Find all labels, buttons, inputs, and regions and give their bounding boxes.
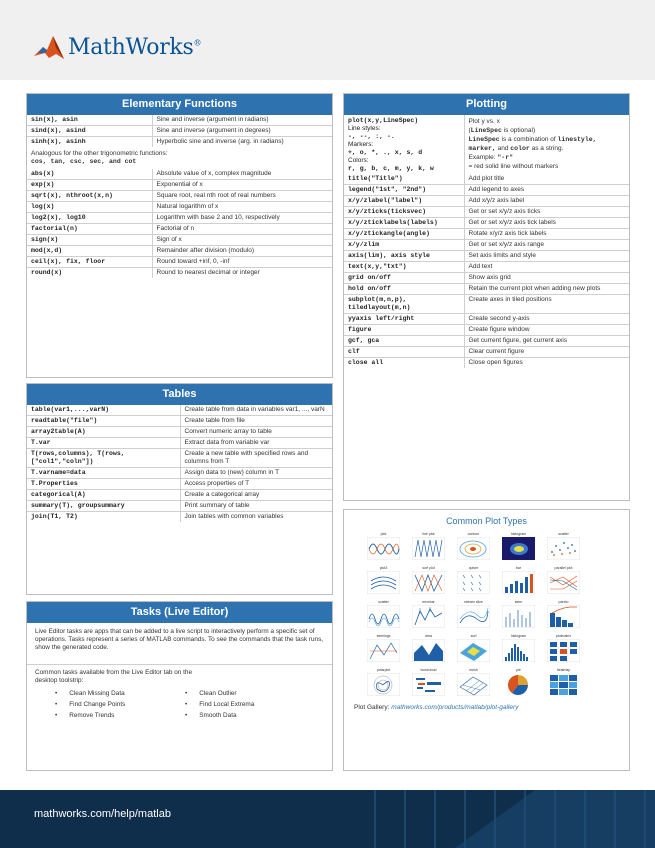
gallery-label: Plot Gallery: xyxy=(354,704,392,711)
function-description: Round to nearest decimal or integer xyxy=(156,269,260,276)
table-row xyxy=(27,427,332,438)
table-row xyxy=(27,416,332,427)
plotting-table xyxy=(344,115,629,368)
plot-thumbnail-label: stream slice xyxy=(464,600,483,604)
plot-thumbnail-label: surf xyxy=(470,634,477,638)
panel-title: Elementary Functions xyxy=(27,94,332,115)
function-description: Sine and inverse (argument in degrees) xyxy=(152,126,332,137)
function-description: Hyperbolic sine and inverse (arg. in radians) xyxy=(156,138,284,145)
function-code: x/y/zticks(ticksvec) xyxy=(344,207,464,218)
plot-thumbnail-label: parallel plot xyxy=(554,566,573,570)
function-code: x/y/zlim xyxy=(344,240,464,251)
table-row xyxy=(344,314,629,325)
function-description: Get or set x/y/z axis range xyxy=(464,240,629,251)
function-code: yyaxis left/right xyxy=(344,314,464,325)
plot-thumbnail[interactable] xyxy=(546,566,581,594)
plot-thumbnail-label: plot xyxy=(380,532,387,536)
table-row xyxy=(344,218,629,229)
function-code: close all xyxy=(344,358,464,369)
membrane-logo-icon xyxy=(34,34,64,60)
function-description: Remainder after division (modulo) xyxy=(152,246,332,257)
function-description: Convert numeric array to table xyxy=(180,427,332,438)
tables-table xyxy=(27,405,332,522)
wave-plot-icon xyxy=(367,605,400,628)
function-description: Create table from file xyxy=(180,416,332,427)
function-description: Close open figures xyxy=(468,359,523,366)
function-description: Add legend to axes xyxy=(464,185,629,196)
function-description: Logarithm with base 2 and 10, respectively xyxy=(152,213,332,224)
elementary-functions-panel xyxy=(26,93,333,378)
plot-thumbnail-label: wordcloud xyxy=(420,668,437,672)
errorbar-plot-icon xyxy=(412,605,445,628)
plot-thumbnail[interactable] xyxy=(456,600,491,628)
table-row xyxy=(344,185,629,196)
function-code: sqrt(x), nthroot(x,n) xyxy=(27,191,152,202)
gallery-line xyxy=(344,696,629,719)
page-footer xyxy=(0,790,655,848)
function-code: readtable("file") xyxy=(27,416,180,427)
table-row xyxy=(27,115,332,126)
function-code: gcf, gca xyxy=(344,336,464,347)
function-description: Add x/y/z axis label xyxy=(464,196,629,207)
line-plot-icon xyxy=(367,537,400,560)
panel-title: Tasks (Live Editor) xyxy=(27,602,332,623)
function-code: abs(x) xyxy=(27,169,152,180)
footer-pattern-icon xyxy=(335,790,655,848)
function-description: Print summary of table xyxy=(180,501,332,512)
function-description: Round toward +inf, 0, -inf xyxy=(152,257,332,268)
plot-thumbnail-label: heatmap xyxy=(556,668,571,672)
function-description: Access properties of T xyxy=(180,479,332,490)
function-code: sinh(x), asinh xyxy=(27,137,152,148)
note-functions: cos, tan, csc, sec, and cot xyxy=(31,158,137,165)
desc-line: (LineSpec is optional) xyxy=(468,127,536,134)
plot-thumbnail[interactable] xyxy=(456,532,491,560)
plot-thumbnail[interactable] xyxy=(366,532,401,560)
table-row xyxy=(27,438,332,449)
function-description: Add text xyxy=(464,262,629,273)
wordcloud-plot-icon xyxy=(412,673,445,696)
plot-thumbnail[interactable] xyxy=(411,566,446,594)
plot-thumbnail[interactable] xyxy=(501,600,536,628)
table-row xyxy=(344,273,629,284)
mesh-plot-icon xyxy=(457,673,490,696)
table-row xyxy=(27,224,332,235)
plot-thumbnail[interactable] xyxy=(501,668,536,696)
function-code: join(T1, T2) xyxy=(27,512,180,523)
table-row xyxy=(27,180,332,191)
table-row xyxy=(344,251,629,262)
plot-thumbnail-label: quiver xyxy=(468,566,479,570)
polar-plot-icon xyxy=(367,673,400,696)
plot-thumbnail[interactable] xyxy=(546,668,581,696)
plot-thumbnail[interactable] xyxy=(366,600,401,628)
task-item: • Clean Outlier xyxy=(185,690,315,698)
function-description: Absolute value of x, complex magnitude xyxy=(152,169,332,180)
table-row xyxy=(27,191,332,202)
function-description: Clear current figure xyxy=(464,347,629,358)
function-description: Get or set x/y/z axis tick labels xyxy=(464,218,629,229)
tasks-common-line: Common tasks available from the Live Editor tab on the xyxy=(35,668,193,676)
line-styles: -, --, :, -. xyxy=(348,133,395,140)
table-row xyxy=(344,284,629,295)
function-code: sin(x), asin xyxy=(27,115,152,126)
plot-thumbnail-label: line plot xyxy=(422,532,435,536)
table-row xyxy=(344,295,629,314)
function-code: table(var1,...,varN) xyxy=(27,405,180,416)
tasks-intro: Live Editor tasks are apps that can be added to a live script to interactively perform a specific set of operations. Tasks represent a series of MATLAB commands. To see the commands that the task runs, show the generated code. xyxy=(35,628,324,652)
function-description: Set axis limits and style xyxy=(464,251,629,262)
table-row xyxy=(27,490,332,501)
note-line: Analogous for the other trigonometric functions: xyxy=(31,150,168,157)
function-code: sign(x) xyxy=(27,235,152,246)
function-description: Create figure window xyxy=(464,325,629,336)
table-row xyxy=(344,115,629,174)
table-row xyxy=(27,405,332,416)
function-code: text(x,y,"txt") xyxy=(344,262,464,273)
tables-panel xyxy=(26,383,333,595)
table-row xyxy=(27,479,332,490)
surface-plot-icon xyxy=(457,639,490,662)
function-description: Create axes in tiled positions xyxy=(464,295,629,314)
function-description: Join tables with common variables xyxy=(184,513,284,520)
table-row xyxy=(344,240,629,251)
function-description: Assign data to (new) column in T xyxy=(180,468,332,479)
function-code: T.var xyxy=(27,438,180,449)
table-row xyxy=(27,257,332,268)
parallel-plot-icon xyxy=(547,571,580,594)
plot-thumbnail-label: contour xyxy=(467,532,480,536)
function-description: Sine and inverse (argument in radians) xyxy=(152,115,332,126)
function-description: Create a new table with specified rows and columns from T xyxy=(180,449,332,468)
function-code: axis(lim), axis style xyxy=(344,251,464,262)
common-plot-types-panel xyxy=(343,509,630,771)
stream-plot-icon xyxy=(457,605,490,628)
brand-name: MathWorks® xyxy=(68,34,202,60)
colors: r, g, b, c, m, y, k, w xyxy=(348,165,434,172)
table-row xyxy=(344,358,629,369)
task-item: • Clean Missing Data xyxy=(55,690,185,698)
table-row xyxy=(27,501,332,512)
table-row xyxy=(344,325,629,336)
function-code: x/y/zlabel("label") xyxy=(344,196,464,207)
table-row xyxy=(27,512,332,523)
function-description: Create table from data in variables var1, ..., varN xyxy=(180,405,332,416)
plot-thumbnail[interactable] xyxy=(366,668,401,696)
function-code: x/y/ztickangle(angle) xyxy=(344,229,464,240)
table-row xyxy=(27,202,332,213)
plot-thumbnail[interactable] xyxy=(456,566,491,594)
function-description: Sign of x xyxy=(152,235,332,246)
table-row xyxy=(27,235,332,246)
plotmatrix-plot-icon xyxy=(547,639,580,662)
table-row xyxy=(27,169,332,180)
plot-thumbnail-label: pareto xyxy=(558,600,569,604)
mathworks-logo[interactable] xyxy=(34,34,201,60)
panel-title: Common Plot Types xyxy=(446,516,527,526)
stem-plot-icon xyxy=(502,605,535,628)
plot-thumbnail-label: histogram xyxy=(510,532,527,536)
function-code: exp(x) xyxy=(27,180,152,191)
elementary-functions-table xyxy=(27,115,332,278)
desc-line: Plot y vs. x xyxy=(468,118,500,125)
note-row xyxy=(27,147,332,169)
plot-thumbnail[interactable] xyxy=(456,634,491,662)
plot-thumbnail[interactable] xyxy=(546,600,581,628)
plot-thumbnail-label: plot3 xyxy=(379,566,388,570)
function-description: Exponential of x xyxy=(152,180,332,191)
bar-plot-icon xyxy=(502,571,535,594)
plot3-icon xyxy=(367,571,400,594)
plot-thumbnail-label: bar xyxy=(515,566,522,570)
contour-plot-icon xyxy=(457,537,490,560)
task-item: • Find Change Points xyxy=(55,701,185,709)
function-code: grid on/off xyxy=(344,273,464,284)
plot-thumbnail-label: scatter xyxy=(558,532,569,536)
function-code: clf xyxy=(344,347,464,358)
table-row xyxy=(27,268,332,279)
quiver-plot-icon xyxy=(457,571,490,594)
function-code: subplot(m,n,p), tiledlayout(m,n) xyxy=(344,295,464,314)
page-header xyxy=(0,0,655,80)
plot-thumbnail[interactable] xyxy=(411,600,446,628)
table-row xyxy=(344,336,629,347)
desc-line: LineSpec is a combination of linestyle, marker, and color as a string. xyxy=(468,136,597,152)
task-item: • Remove Trends xyxy=(55,712,185,720)
function-code: round(x) xyxy=(27,268,152,279)
pareto-plot-icon xyxy=(547,605,580,628)
plot-thumbnail-label: scatter xyxy=(378,600,389,604)
surf-plot-icon xyxy=(412,571,445,594)
function-description: Create a categorical array xyxy=(180,490,332,501)
task-list xyxy=(35,690,324,721)
scatter-plot-icon xyxy=(547,537,580,560)
plot-thumbnail-label: pie xyxy=(516,668,521,672)
table-row xyxy=(27,213,332,224)
plot-thumbnail-label: area xyxy=(424,634,432,638)
function-code: mod(x,d) xyxy=(27,246,152,257)
table-row xyxy=(344,262,629,273)
plot-thumbnail-label: errorbar xyxy=(422,600,435,604)
function-description: Extract data from variable var xyxy=(180,438,332,449)
function-description: Factorial of n xyxy=(152,224,332,235)
area-plot-icon xyxy=(412,639,445,662)
plot-thumbnail[interactable] xyxy=(546,634,581,662)
plot-thumbnail[interactable] xyxy=(546,532,581,560)
function-code: x/y/zticklabels(labels) xyxy=(344,218,464,229)
table-row xyxy=(344,174,629,185)
table-row xyxy=(27,126,332,137)
panel-title: Plotting xyxy=(344,94,629,115)
gallery-link[interactable]: mathworks.com/products/matlab/plot-gallery xyxy=(391,704,519,711)
tasks-common-line: desktop toolstrip: xyxy=(35,676,84,684)
table-row xyxy=(344,347,629,358)
function-code: T.varname=data xyxy=(27,468,180,479)
function-code: log2(x), log10 xyxy=(27,213,152,224)
plot-thumbnail[interactable] xyxy=(411,532,446,560)
markers-label: Markers: xyxy=(348,141,374,148)
function-description: Retain the current plot when adding new plots xyxy=(464,284,629,295)
heatmap-plot-icon xyxy=(502,537,535,560)
function-code: log(x) xyxy=(27,202,152,213)
markers: +, o, *, ., x, s, d xyxy=(348,149,423,156)
function-code: T.Properties xyxy=(27,479,180,490)
footer-url[interactable]: mathworks.com/help/matlab xyxy=(34,808,171,820)
function-code: figure xyxy=(344,325,464,336)
semilog-plot-icon xyxy=(367,639,400,662)
function-description: Square root, real nth root of real numbers xyxy=(152,191,332,202)
line-styles-label: Line styles: xyxy=(348,125,381,132)
task-item: • Find Local Extrema xyxy=(185,701,315,709)
function-code: legend("1st", "2nd") xyxy=(344,185,464,196)
function-description: Get current figure, get current axis xyxy=(464,336,629,347)
plot-thumbnail[interactable] xyxy=(501,566,536,594)
table-row xyxy=(27,468,332,479)
table-row xyxy=(27,137,332,148)
plotting-panel xyxy=(343,93,630,501)
function-code: T(rows,columns), T(rows,["col1","coln"]) xyxy=(27,449,180,468)
plot-thumbnail[interactable] xyxy=(411,634,446,662)
tasks-panel xyxy=(26,601,333,771)
function-description: Get or set x/y/z axis ticks xyxy=(464,207,629,218)
panel-title: Tables xyxy=(27,384,332,405)
function-description: Show axis grid xyxy=(464,273,629,284)
table-row xyxy=(27,449,332,468)
function-description: Rotate x/y/z axis tick labels xyxy=(464,229,629,240)
plot-thumbnail-grid xyxy=(344,532,629,696)
desc-line: = red solid line without markers xyxy=(468,163,559,170)
table-row xyxy=(344,229,629,240)
plot-thumbnail-label: stem xyxy=(514,600,523,604)
function-code: sind(x), asind xyxy=(27,126,152,137)
code-plot: plot(x,y,LineSpec) xyxy=(348,117,419,124)
divider xyxy=(27,664,332,665)
plot-thumbnail[interactable] xyxy=(411,668,446,696)
colors-label: Colors: xyxy=(348,157,369,164)
grid-heatmap-plot-icon xyxy=(547,673,580,696)
plot-thumbnail[interactable] xyxy=(366,634,401,662)
table-row xyxy=(27,246,332,257)
function-code: summary(T), groupsummary xyxy=(27,501,180,512)
pie-plot-icon xyxy=(502,673,535,696)
plot-thumbnail-label: polarplot xyxy=(376,668,391,672)
plot-thumbnail-label: semilogx xyxy=(376,634,391,638)
function-code: factorial(n) xyxy=(27,224,152,235)
task-item: • Smooth Data xyxy=(185,712,315,720)
function-description: Create second y-axis xyxy=(464,314,629,325)
table-row xyxy=(344,207,629,218)
function-code: title("Title") xyxy=(344,174,464,185)
function-description: Natural logarithm of x xyxy=(152,202,332,213)
plot-thumbnail[interactable] xyxy=(456,668,491,696)
function-code: hold on/off xyxy=(344,284,464,295)
desc-line: Example: "-r" xyxy=(468,154,514,161)
multi-line-plot-icon xyxy=(412,537,445,560)
function-code: array2table(A) xyxy=(27,427,180,438)
function-code: ceil(x), fix, floor xyxy=(27,257,152,268)
plot-thumbnail-label: mesh xyxy=(469,668,478,672)
plot-thumbnail[interactable] xyxy=(501,532,536,560)
plot-thumbnail-label: plotmatrix xyxy=(555,634,572,638)
plot-thumbnail[interactable] xyxy=(501,634,536,662)
plot-thumbnail-label: surf plot xyxy=(422,566,435,570)
function-description: Add plot title xyxy=(464,174,629,185)
table-row xyxy=(344,196,629,207)
function-code: categorical(A) xyxy=(27,490,180,501)
histogram-plot-icon xyxy=(502,639,535,662)
plot-thumbnail[interactable] xyxy=(366,566,401,594)
plot-thumbnail-label: histogram xyxy=(510,634,527,638)
